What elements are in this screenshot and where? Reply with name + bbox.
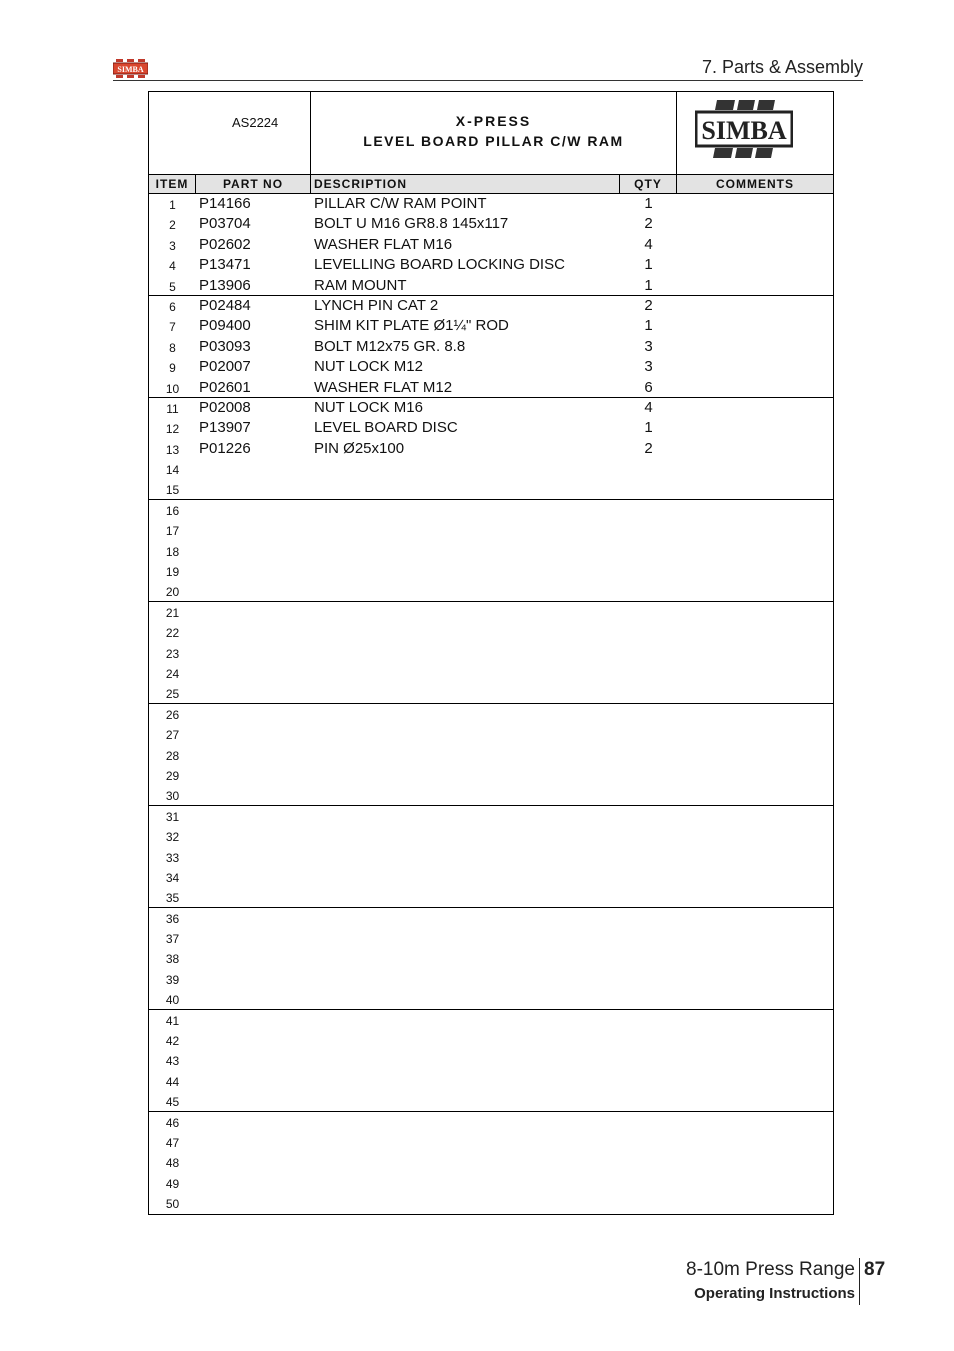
assembly-title-cell bbox=[311, 92, 677, 174]
header-rule bbox=[113, 80, 863, 81]
cell-part-no: P14166 bbox=[199, 195, 251, 212]
cell-item: 33 bbox=[165, 850, 180, 865]
cell-item: 18 bbox=[165, 544, 180, 559]
table-row bbox=[149, 1091, 833, 1111]
cell-item: 29 bbox=[165, 768, 180, 783]
cell-item: 40 bbox=[165, 993, 180, 1008]
cell-item: 44 bbox=[165, 1074, 180, 1089]
cell-item: 50 bbox=[165, 1197, 180, 1212]
cell-item: 10 bbox=[165, 381, 180, 396]
cell-qty: 1 bbox=[644, 419, 653, 437]
cell-item: 42 bbox=[165, 1034, 180, 1049]
table-row bbox=[149, 541, 833, 561]
assembly-code: AS2224 bbox=[232, 115, 279, 130]
cell-description: BOLT M12x75 GR. 8.8 bbox=[314, 337, 466, 355]
cell-item: 8 bbox=[169, 340, 176, 355]
table-row bbox=[149, 928, 833, 948]
assembly-code-cell bbox=[149, 92, 311, 174]
table-row bbox=[149, 235, 833, 255]
cell-item: 27 bbox=[165, 728, 180, 743]
cell-description: PILLAR C/W RAM POINT bbox=[314, 195, 487, 212]
cell-item: 46 bbox=[165, 1115, 180, 1130]
table-row bbox=[149, 581, 833, 601]
cell-item: 47 bbox=[165, 1135, 180, 1150]
cell-item: 6 bbox=[169, 299, 176, 314]
cell-item: 20 bbox=[165, 585, 180, 600]
assembly-title-line2: LEVEL BOARD PILLAR C/W RAM bbox=[363, 133, 624, 149]
cell-item: 31 bbox=[165, 809, 180, 824]
col-header-comments: COMMENTS bbox=[716, 177, 794, 191]
cell-item: 37 bbox=[165, 932, 180, 947]
table-row bbox=[149, 214, 833, 234]
table-row bbox=[149, 194, 833, 214]
footer-subtitle: Operating Instructions bbox=[694, 1285, 855, 1302]
table-row bbox=[149, 887, 833, 907]
cell-item: 48 bbox=[165, 1156, 180, 1171]
col-header-qty: QTY bbox=[620, 175, 677, 193]
cell-qty: 6 bbox=[644, 378, 653, 396]
table-row bbox=[149, 989, 833, 1009]
cell-item: 41 bbox=[165, 1013, 180, 1028]
table-row bbox=[149, 439, 833, 459]
table-row bbox=[149, 867, 833, 887]
cell-part-no: P02008 bbox=[199, 398, 251, 416]
table-row bbox=[149, 622, 833, 642]
table-row bbox=[149, 1152, 833, 1172]
cell-item: 16 bbox=[165, 503, 180, 518]
cell-part-no: P13906 bbox=[199, 276, 251, 294]
cell-description: LYNCH PIN CAT 2 bbox=[314, 296, 439, 314]
cell-qty: 1 bbox=[644, 276, 653, 294]
table-row bbox=[149, 1030, 833, 1050]
table-row bbox=[149, 745, 833, 765]
cell-description: RAM MOUNT bbox=[314, 276, 407, 294]
cell-item: 36 bbox=[165, 911, 180, 926]
cell-qty: 1 bbox=[644, 195, 653, 212]
svg-text:SIMBA: SIMBA bbox=[701, 116, 787, 145]
cell-item: 22 bbox=[165, 626, 180, 641]
cell-item: 12 bbox=[165, 422, 180, 437]
table-row bbox=[149, 969, 833, 989]
table-row bbox=[149, 663, 833, 683]
parts-sheet bbox=[148, 91, 834, 1215]
cell-qty: 4 bbox=[644, 398, 653, 416]
simba-header-logo bbox=[113, 59, 148, 78]
table-row bbox=[149, 908, 833, 928]
table-row bbox=[149, 459, 833, 479]
cell-description: PIN Ø25x100 bbox=[314, 439, 405, 457]
table-row bbox=[149, 398, 833, 418]
table-row bbox=[149, 378, 833, 398]
table-row bbox=[149, 643, 833, 663]
cell-item: 14 bbox=[165, 463, 180, 478]
table-row bbox=[149, 602, 833, 622]
cell-description: BOLT U M16 GR8.8 145x117 bbox=[314, 215, 509, 233]
cell-description: WASHER FLAT M12 bbox=[314, 378, 453, 396]
cell-part-no: P13471 bbox=[199, 256, 251, 274]
table-row bbox=[149, 785, 833, 805]
cell-description: NUT LOCK M12 bbox=[314, 358, 423, 376]
cell-qty: 3 bbox=[644, 337, 653, 355]
table-row bbox=[149, 1193, 833, 1213]
table-row bbox=[149, 337, 833, 357]
table-row bbox=[149, 826, 833, 846]
cell-item: 24 bbox=[165, 666, 180, 681]
col-header-description: DESCRIPTION bbox=[311, 175, 620, 193]
page-number: 87 bbox=[864, 1259, 886, 1280]
cell-description: SHIM KIT PLATE Ø1¼" ROD bbox=[314, 317, 509, 335]
table-row bbox=[149, 683, 833, 703]
cell-part-no: P09400 bbox=[199, 317, 251, 335]
table-row bbox=[149, 520, 833, 540]
cell-description: WASHER FLAT M16 bbox=[314, 235, 453, 253]
cell-description: LEVELLING BOARD LOCKING DISC bbox=[314, 256, 565, 274]
cell-part-no: P03704 bbox=[199, 215, 251, 233]
table-row bbox=[149, 255, 833, 275]
cell-qty: 2 bbox=[644, 439, 653, 457]
cell-part-no: P02602 bbox=[199, 235, 251, 253]
cell-part-no: P03093 bbox=[199, 337, 251, 355]
table-row bbox=[149, 561, 833, 581]
svg-text:SIMBA: SIMBA bbox=[117, 65, 144, 74]
cell-qty: 2 bbox=[644, 215, 653, 233]
table-row bbox=[149, 1173, 833, 1193]
cell-item: 30 bbox=[165, 789, 180, 804]
section-title: 7. Parts & Assembly bbox=[701, 57, 863, 77]
cell-part-no: P02007 bbox=[199, 358, 251, 376]
cell-qty: 4 bbox=[644, 235, 653, 253]
assembly-title-line1: X-PRESS bbox=[455, 113, 532, 129]
table-row bbox=[149, 948, 833, 968]
table-row bbox=[149, 1050, 833, 1070]
cell-item: 5 bbox=[169, 279, 176, 294]
cell-item: 15 bbox=[165, 483, 180, 498]
cell-item: 38 bbox=[165, 952, 180, 967]
cell-item: 45 bbox=[165, 1095, 180, 1110]
table-row bbox=[149, 1132, 833, 1152]
cell-item: 7 bbox=[169, 320, 176, 335]
table-row bbox=[149, 316, 833, 336]
cell-description: NUT LOCK M16 bbox=[314, 398, 423, 416]
footer-divider bbox=[859, 1258, 860, 1305]
table-row bbox=[149, 1010, 833, 1030]
col-header-item: ITEM bbox=[149, 175, 196, 193]
cell-item: 39 bbox=[165, 972, 180, 987]
cell-description: LEVEL BOARD DISC bbox=[314, 419, 458, 437]
cell-item: 13 bbox=[165, 442, 180, 457]
cell-qty: 3 bbox=[644, 358, 653, 376]
cell-item: 26 bbox=[165, 707, 180, 722]
cell-part-no: P01226 bbox=[199, 439, 251, 457]
cell-part-no: P02484 bbox=[199, 296, 251, 314]
parts-rows bbox=[149, 194, 833, 1214]
cell-item: 32 bbox=[165, 830, 180, 845]
footer-title: 8-10m Press Range bbox=[686, 1259, 855, 1280]
cell-item: 49 bbox=[165, 1176, 180, 1191]
cell-item: 11 bbox=[166, 401, 179, 416]
table-row bbox=[149, 418, 833, 438]
table-row bbox=[149, 1112, 833, 1132]
cell-part-no: P13907 bbox=[199, 419, 251, 437]
cell-item: 17 bbox=[165, 524, 180, 539]
table-row bbox=[149, 724, 833, 744]
column-header-row bbox=[149, 174, 833, 194]
cell-item: 23 bbox=[165, 646, 180, 661]
table-row bbox=[149, 296, 833, 316]
cell-qty: 1 bbox=[644, 317, 653, 335]
title-block bbox=[149, 92, 833, 174]
table-row bbox=[149, 1071, 833, 1091]
simba-logo bbox=[695, 98, 793, 160]
cell-item: 3 bbox=[169, 238, 176, 253]
cell-item: 28 bbox=[165, 748, 180, 763]
table-row bbox=[149, 765, 833, 785]
cell-item: 25 bbox=[165, 687, 180, 702]
cell-part-no: P02601 bbox=[199, 378, 251, 396]
table-row bbox=[149, 357, 833, 377]
table-row bbox=[149, 847, 833, 867]
cell-qty: 1 bbox=[644, 256, 653, 274]
cell-item: 35 bbox=[165, 891, 180, 906]
col-header-part-no: PART NO bbox=[196, 175, 311, 193]
table-row bbox=[149, 500, 833, 520]
cell-item: 21 bbox=[165, 605, 180, 620]
simba-logo-cell bbox=[677, 92, 833, 174]
cell-qty: 2 bbox=[644, 296, 653, 314]
table-row bbox=[149, 806, 833, 826]
cell-item: 9 bbox=[169, 361, 176, 376]
table-row bbox=[149, 479, 833, 499]
cell-item: 34 bbox=[165, 870, 180, 885]
table-row bbox=[149, 276, 833, 296]
cell-item: 1 bbox=[169, 198, 176, 212]
cell-item: 4 bbox=[169, 259, 176, 274]
cell-item: 19 bbox=[165, 565, 180, 580]
cell-item: 43 bbox=[165, 1054, 180, 1069]
cell-item: 2 bbox=[169, 218, 176, 233]
table-row bbox=[149, 704, 833, 724]
